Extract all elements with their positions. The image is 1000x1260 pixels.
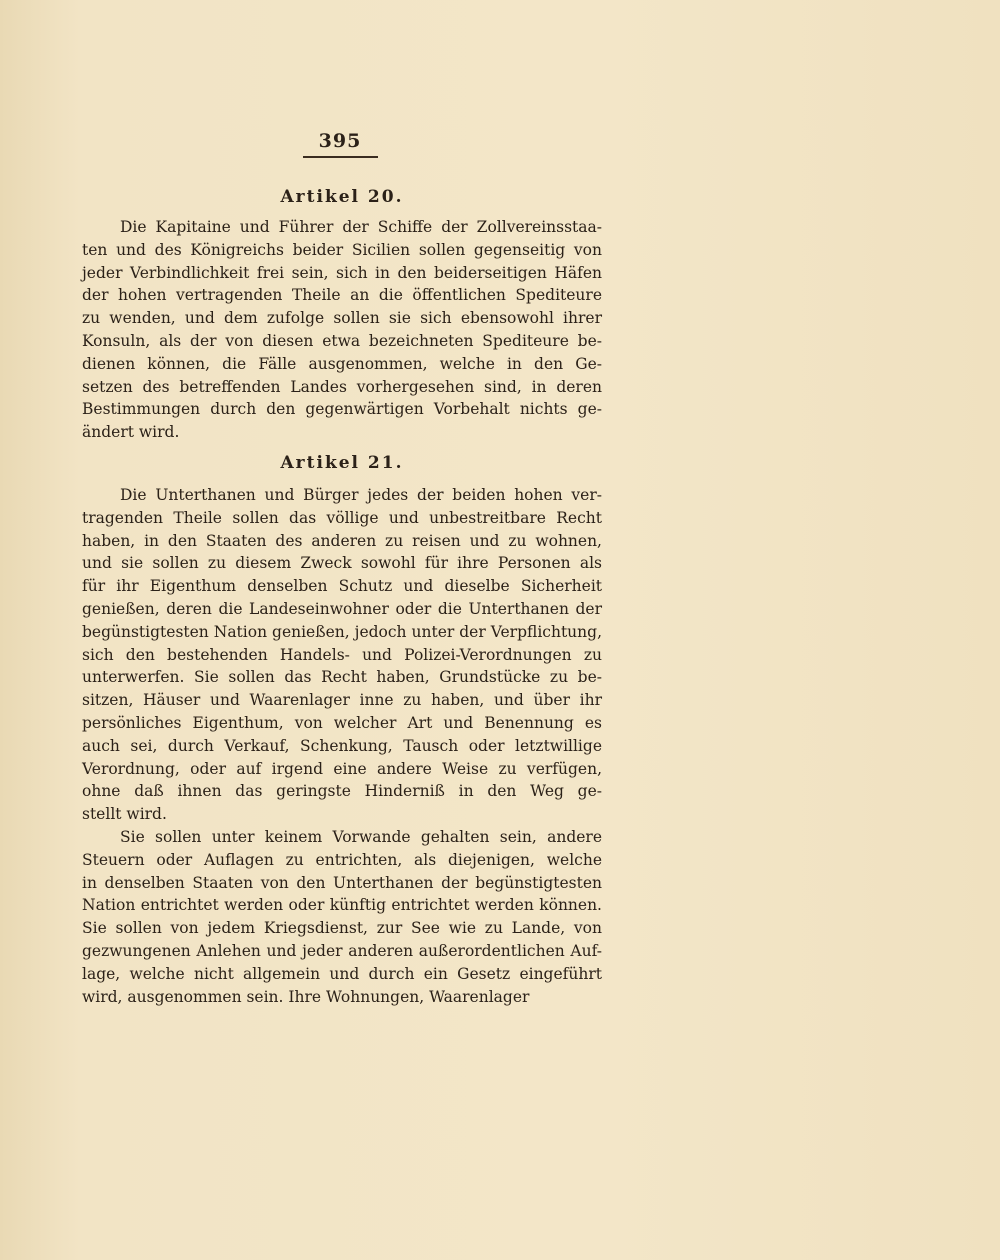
text-line: persönliches Eigenthum, von welcher Art und Benennung es bbox=[82, 713, 602, 732]
paragraph bbox=[82, 484, 602, 826]
text-line: stellt wird. bbox=[82, 805, 167, 824]
article-heading: Artikel 21. bbox=[280, 452, 404, 473]
text-line: begünstigtesten Nation genießen, jedoch unter der Verpflichtung, bbox=[82, 622, 602, 641]
text-line: Sie sollen von jedem Kriegsdienst, zur See wie zu Lande, von bbox=[82, 919, 602, 938]
text-line: jeder Verbindlichkeit frei sein, sich in den beiderseitigen Häfen bbox=[82, 263, 602, 282]
text-line: gezwungenen Anlehen und jeder anderen außerordentlichen Auf- bbox=[82, 941, 602, 960]
text-line: wird, ausgenommen sein. Ihre Wohnungen, Waarenlager bbox=[82, 987, 530, 1006]
text-line: sitzen, Häuser und Waarenlager inne zu haben, und über ihr bbox=[82, 691, 602, 710]
text-line: lage, welche nicht allgemein und durch ein Gesetz eingeführt bbox=[82, 964, 602, 983]
text-line: sich den bestehenden Handels- und Polizei-Verordnungen zu bbox=[82, 645, 602, 664]
text-line: Steuern oder Auflagen zu entrichten, als diejenigen, welche bbox=[82, 850, 602, 869]
text-line: Verordnung, oder auf irgend eine andere Weise zu verfügen, bbox=[82, 759, 602, 778]
paragraph bbox=[82, 826, 602, 1008]
text-line: unterwerfen. Sie sollen das Recht haben, Grundstücke zu be- bbox=[82, 668, 602, 687]
text-line: Die Unterthanen und Bürger jedes der beiden hohen ver- bbox=[120, 485, 602, 504]
text-line: Konsuln, als der von diesen etwa bezeichneten Spediteure be- bbox=[82, 331, 602, 350]
text-line: ohne daß ihnen das geringste Hinderniß in den Weg ge- bbox=[82, 782, 602, 801]
text-line: für ihr Eigenthum denselben Schutz und dieselbe Sicherheit bbox=[82, 577, 602, 596]
text-line: dienen können, die Fälle ausgenommen, welche in den Ge- bbox=[82, 354, 602, 373]
article-heading: Artikel 20. bbox=[280, 187, 404, 207]
text-line: Sie sollen unter keinem Vorwande gehalten sein, andere bbox=[120, 827, 602, 846]
text-line: auch sei, durch Verkauf, Schenkung, Tausch oder letztwillige bbox=[82, 736, 602, 755]
text-line: ändert wird. bbox=[82, 423, 180, 442]
text-column bbox=[82, 180, 602, 1008]
text-line: Bestimmungen durch den gegenwärtigen Vorbehalt nichts ge- bbox=[82, 400, 602, 419]
text-line: ten und des Königreichs beider Sicilien sollen gegenseitig von bbox=[82, 240, 602, 259]
text-line: der hohen vertragenden Theile an die öffentlichen Spediteure bbox=[82, 286, 602, 305]
page-number: 395 bbox=[318, 130, 362, 152]
text-line: haben, in den Staaten des anderen zu reisen und zu wohnen, bbox=[82, 531, 602, 550]
text-line: setzen des betreffenden Landes vorhergesehen sind, in deren bbox=[82, 377, 602, 396]
paragraph bbox=[82, 216, 602, 444]
header-rule bbox=[303, 156, 378, 158]
text-line: Die Kapitaine und Führer der Schiffe der Zollvereinsstaa- bbox=[120, 218, 602, 236]
text-line: zu wenden, und dem zufolge sollen sie sich ebensowohl ihrer bbox=[82, 309, 602, 328]
text-line: in denselben Staaten von den Unterthanen der begünstigtesten bbox=[82, 873, 602, 892]
text-line: und sie sollen zu diesem Zweck sowohl für ihre Personen als bbox=[82, 554, 602, 573]
text-line: Nation entrichtet werden oder künftig entrichtet werden können. bbox=[82, 896, 602, 915]
text-line: tragenden Theile sollen das völlige und unbestreitbare Recht bbox=[82, 508, 602, 527]
text-line: genießen, deren die Landeseinwohner oder die Unterthanen der bbox=[82, 599, 602, 618]
